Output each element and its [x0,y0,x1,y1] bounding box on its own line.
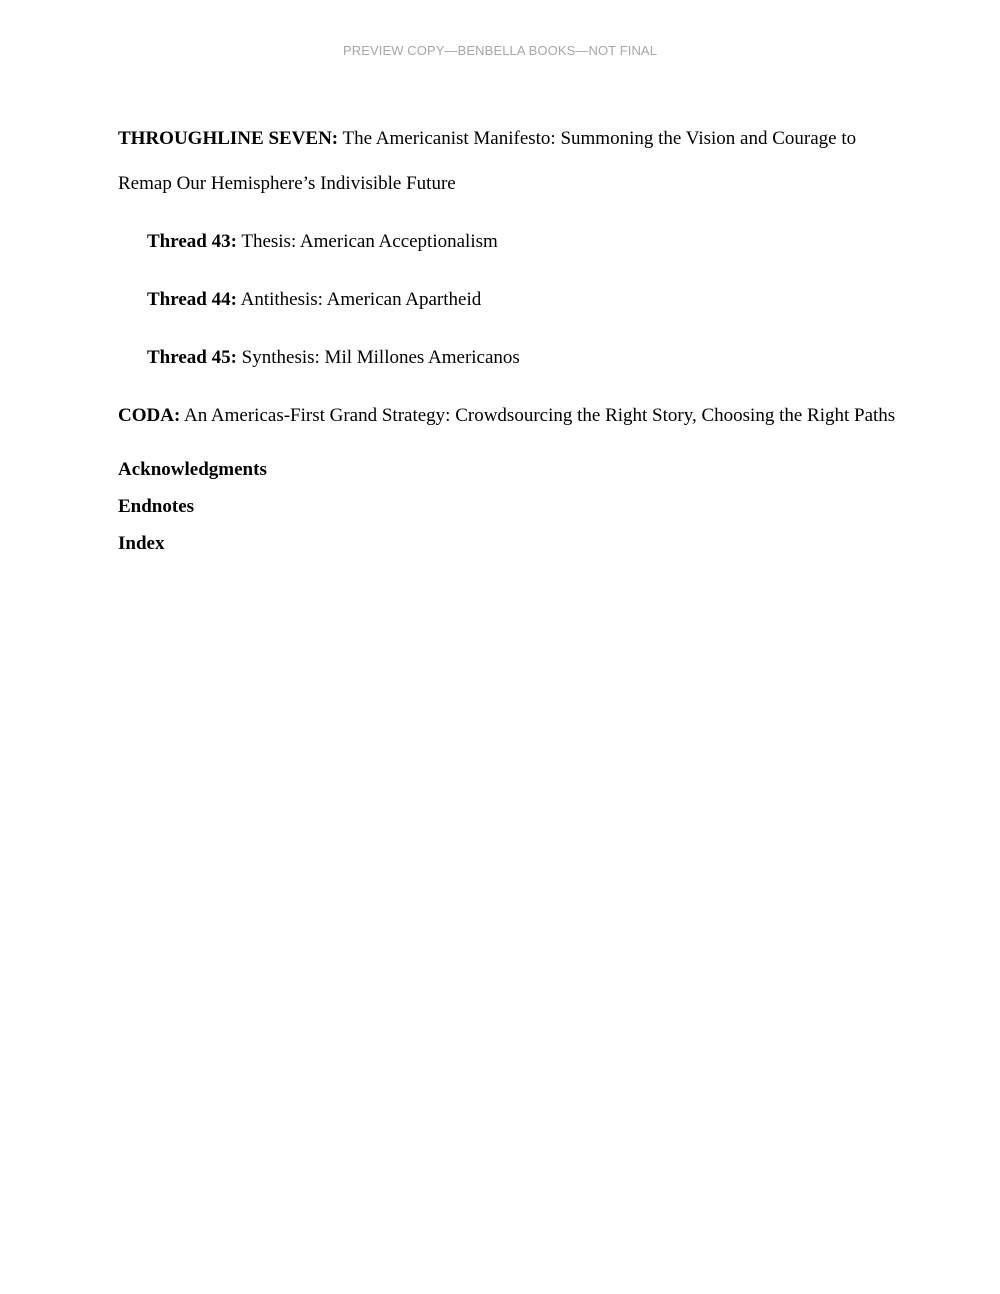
toc-entry-index: Index [118,533,165,554]
toc-entry-title: Synthesis: Mil Millones Americanos [241,347,520,368]
toc-entry-coda [118,393,898,438]
toc-entry-title: Thesis: American Acceptionalism [241,231,498,252]
toc-entry-label: THROUGHLINE SEVEN: [118,128,339,149]
toc-entry-label: Thread 43: [147,231,237,252]
toc-entry-endnotes: Endnotes [118,496,195,517]
running-header: PREVIEW COPY—BENBELLA BOOKS—NOT FINAL [342,43,658,58]
toc-entry-thread-45 [118,335,898,380]
toc-entry-title: Antithesis: American Apartheid [240,289,482,310]
toc-entry-thread-43 [118,219,898,264]
back-matter-list [118,451,898,562]
toc-entry-title: The Americanist Manifesto: Summoning the Vision and Courage to Remap Our Hemisphere’s Indivisible Future [118,128,857,194]
toc-entry-label: Thread 44: [147,289,237,310]
table-of-contents [118,116,898,562]
toc-entry-thread-44 [118,277,898,322]
toc-entry-label: CODA: [118,405,181,426]
toc-entry-label: Thread 45: [147,347,237,368]
toc-entry-acknowledgments: Acknowledgments [118,459,267,480]
toc-entry-title: An Americas-First Grand Strategy: Crowdsourcing the Right Story, Choosing the Right Paths [183,405,896,426]
toc-entry-throughline-seven [118,116,898,206]
